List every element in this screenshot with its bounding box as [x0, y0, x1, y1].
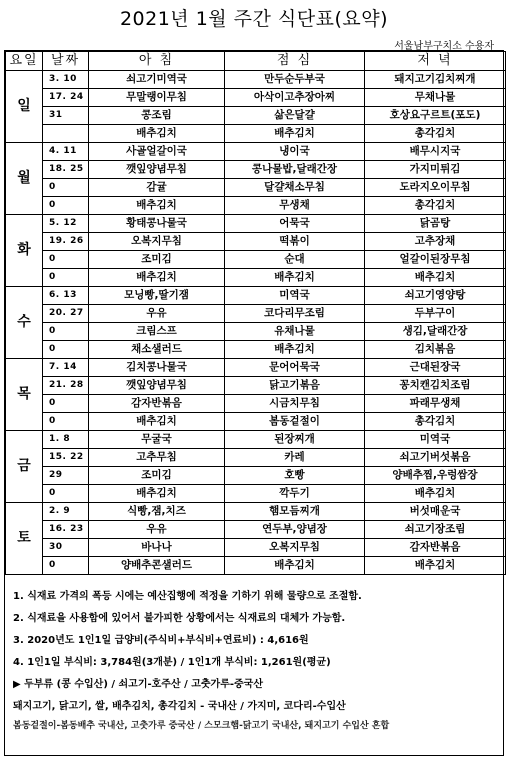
breakfast-cell: 고추무침 — [89, 449, 225, 467]
lunch-cell: 배추김치 — [225, 125, 365, 143]
note-2: 2. 식재료을 사용함에 있어서 불가피한 상황에서는 식재료의 대체가 가능함. — [13, 613, 346, 624]
breakfast-cell: 감귤 — [89, 179, 225, 197]
dinner-cell: 감자반볶음 — [365, 539, 506, 557]
date-cell: 6. 13 — [43, 287, 89, 305]
lunch-cell: 무생채 — [225, 197, 365, 215]
breakfast-cell: 식빵,잼,치즈 — [89, 503, 225, 521]
breakfast-cell: 오복지무침 — [89, 233, 225, 251]
date-cell: 7. 14 — [43, 359, 89, 377]
breakfast-cell: 모닝빵,딸기잼 — [89, 287, 225, 305]
dinner-cell: 가지미튀김 — [365, 161, 506, 179]
header-dinner: 저 녁 — [365, 52, 506, 71]
day-cell: 월 — [6, 143, 43, 215]
dinner-cell: 돼지고기김치찌개 — [365, 71, 506, 89]
table-row — [6, 557, 506, 575]
dinner-cell: 배추김치 — [365, 557, 506, 575]
date-cell: 18. 25 — [43, 161, 89, 179]
lunch-cell: 어묵국 — [225, 215, 365, 233]
dinner-cell: 고추장채 — [365, 233, 506, 251]
breakfast-cell: 무굴국 — [89, 431, 225, 449]
dinner-cell: 생김,달래간장 — [365, 323, 506, 341]
dinner-cell: 두부구이 — [365, 305, 506, 323]
breakfast-cell: 쇠고기미역국 — [89, 71, 225, 89]
date-cell: 15. 22 — [43, 449, 89, 467]
date-cell: 19. 26 — [43, 233, 89, 251]
breakfast-cell: 사골얼갈이국 — [89, 143, 225, 161]
breakfast-cell: 크림스프 — [89, 323, 225, 341]
header-breakfast: 아 침 — [89, 52, 225, 71]
day-cell: 목 — [6, 359, 43, 431]
lunch-cell: 배추김치 — [225, 341, 365, 359]
date-cell: 20. 27 — [43, 305, 89, 323]
dinner-cell: 도라지오이무침 — [365, 179, 506, 197]
date-cell — [43, 125, 89, 143]
table-row — [6, 215, 506, 233]
table-row — [6, 143, 506, 161]
note-1: 1. 식재료 가격의 폭등 시에는 예산집행에 적정을 기하기 위해 물량으로 조절함. — [13, 591, 362, 602]
breakfast-cell: 우유 — [89, 521, 225, 539]
table-row — [6, 197, 506, 215]
table-row — [6, 71, 506, 89]
day-cell: 수 — [6, 287, 43, 359]
lunch-cell: 떡볶이 — [225, 233, 365, 251]
breakfast-cell: 배추김치 — [89, 269, 225, 287]
dinner-cell: 총각김치 — [365, 125, 506, 143]
breakfast-cell: 조미김 — [89, 251, 225, 269]
breakfast-cell: 배추김치 — [89, 413, 225, 431]
menu-table — [5, 51, 506, 575]
table-row — [6, 341, 506, 359]
menu-sheet — [4, 50, 504, 756]
table-row — [6, 305, 506, 323]
lunch-cell: 냉이국 — [225, 143, 365, 161]
dinner-cell: 배추김치 — [365, 269, 506, 287]
date-cell: 0 — [43, 413, 89, 431]
lunch-cell: 봄동겉절이 — [225, 413, 365, 431]
date-cell: 16. 23 — [43, 521, 89, 539]
lunch-cell: 삶은달걀 — [225, 107, 365, 125]
dinner-cell: 근대된장국 — [365, 359, 506, 377]
lunch-cell: 카레 — [225, 449, 365, 467]
lunch-cell: 된장찌개 — [225, 431, 365, 449]
date-cell: 31 — [43, 107, 89, 125]
table-row — [6, 89, 506, 107]
breakfast-cell: 배추김치 — [89, 125, 225, 143]
lunch-cell: 깍두기 — [225, 485, 365, 503]
breakfast-cell: 깻잎양념무침 — [89, 377, 225, 395]
date-cell: 0 — [43, 341, 89, 359]
table-row — [6, 413, 506, 431]
table-row — [6, 251, 506, 269]
date-cell: 29 — [43, 467, 89, 485]
dinner-cell: 꽁치캔김치조림 — [365, 377, 506, 395]
lunch-cell: 코다리무조림 — [225, 305, 365, 323]
date-cell: 0 — [43, 251, 89, 269]
lunch-cell: 달걀채소무침 — [225, 179, 365, 197]
header-date: 날짜 — [43, 52, 89, 71]
lunch-cell: 순대 — [225, 251, 365, 269]
lunch-cell: 아삭이고추장아찌 — [225, 89, 365, 107]
dinner-cell: 총각김치 — [365, 197, 506, 215]
lunch-cell: 유채나물 — [225, 323, 365, 341]
date-cell: 3. 10 — [43, 71, 89, 89]
source-label: 서울남부구치소 수용자 — [394, 41, 494, 52]
note-origin-2: 돼지고기, 닭고기, 쌀, 배추김치, 총각김치 - 국내산 / 가지미, 코다리-수입산 — [13, 701, 346, 712]
lunch-cell: 닭고기볶음 — [225, 377, 365, 395]
note-4: 4. 1인1일 부식비: 3,784원(3개분) / 1인1개 부식비: 1,261원(평균) — [13, 657, 331, 668]
day-cell: 일 — [6, 71, 43, 143]
day-cell: 토 — [6, 503, 43, 575]
table-row — [6, 449, 506, 467]
lunch-cell: 만두순두부국 — [225, 71, 365, 89]
date-cell: 30 — [43, 539, 89, 557]
date-cell: 0 — [43, 179, 89, 197]
note-origin-1: ▶ 두부류 (콩 수입산) / 쇠고기-호주산 / 고춧가루-중국산 — [13, 679, 264, 690]
date-cell: 2. 9 — [43, 503, 89, 521]
breakfast-cell: 양배추콘샐러드 — [89, 557, 225, 575]
dinner-cell: 김치볶음 — [365, 341, 506, 359]
date-cell: 0 — [43, 197, 89, 215]
lunch-cell: 시금치무침 — [225, 395, 365, 413]
dinner-cell: 미역국 — [365, 431, 506, 449]
dinner-cell: 호상요구르트(포도) — [365, 107, 506, 125]
dinner-cell: 얼갈이된장무침 — [365, 251, 506, 269]
table-row — [6, 485, 506, 503]
dinner-cell: 양배추찜,우렁쌈장 — [365, 467, 506, 485]
table-row — [6, 377, 506, 395]
dinner-cell: 파래무생채 — [365, 395, 506, 413]
dinner-cell: 배추김치 — [365, 485, 506, 503]
date-cell: 0 — [43, 485, 89, 503]
date-cell: 0 — [43, 395, 89, 413]
lunch-cell: 오복지무침 — [225, 539, 365, 557]
lunch-cell: 배추김치 — [225, 269, 365, 287]
breakfast-cell: 배추김치 — [89, 197, 225, 215]
dinner-cell: 쇠고기영양탕 — [365, 287, 506, 305]
breakfast-cell: 무말랭이무침 — [89, 89, 225, 107]
lunch-cell: 문어어묵국 — [225, 359, 365, 377]
table-row — [6, 467, 506, 485]
table-row — [6, 503, 506, 521]
date-cell: 17. 24 — [43, 89, 89, 107]
table-row — [6, 179, 506, 197]
breakfast-cell: 배추김치 — [89, 485, 225, 503]
breakfast-cell: 조미김 — [89, 467, 225, 485]
date-cell: 5. 12 — [43, 215, 89, 233]
table-row — [6, 287, 506, 305]
header-day: 요일 — [6, 52, 43, 71]
lunch-cell: 콩나물밥,달래간장 — [225, 161, 365, 179]
breakfast-cell: 우유 — [89, 305, 225, 323]
header-lunch: 점 심 — [225, 52, 365, 71]
date-cell: 0 — [43, 269, 89, 287]
table-row — [6, 161, 506, 179]
table-row — [6, 521, 506, 539]
table-row — [6, 269, 506, 287]
dinner-cell: 총각김치 — [365, 413, 506, 431]
breakfast-cell: 감자반볶음 — [89, 395, 225, 413]
table-row — [6, 125, 506, 143]
breakfast-cell: 콩조림 — [89, 107, 225, 125]
page-title: 2021년 1월 주간 식단표(요약) — [119, 8, 389, 30]
lunch-cell: 연두부,양념장 — [225, 521, 365, 539]
note-origin-3: 봄동겉절이-봄동배추 국내산, 고춧가루 중국산 / 스모크햄-닭고기 국내산, 돼지고기 수입산 혼합 — [13, 721, 390, 731]
dinner-cell: 버섯매운국 — [365, 503, 506, 521]
dinner-cell: 쇠고기장조림 — [365, 521, 506, 539]
table-row — [6, 539, 506, 557]
table-row — [6, 395, 506, 413]
date-cell: 21. 28 — [43, 377, 89, 395]
date-cell: 0 — [43, 323, 89, 341]
breakfast-cell: 황태콩나물국 — [89, 215, 225, 233]
header-row — [6, 52, 506, 71]
lunch-cell: 호빵 — [225, 467, 365, 485]
table-row — [6, 233, 506, 251]
table-row — [6, 431, 506, 449]
breakfast-cell: 깻잎양념무침 — [89, 161, 225, 179]
date-cell: 1. 8 — [43, 431, 89, 449]
day-cell: 금 — [6, 431, 43, 503]
dinner-cell: 쇠고기버섯볶음 — [365, 449, 506, 467]
lunch-cell: 배추김치 — [225, 557, 365, 575]
note-3: 3. 2020년도 1인1일 급양비(주식비+부식비+연료비) : 4,616원 — [13, 635, 309, 646]
dinner-cell: 무채나물 — [365, 89, 506, 107]
lunch-cell: 햄모듬찌개 — [225, 503, 365, 521]
lunch-cell: 미역국 — [225, 287, 365, 305]
table-row — [6, 323, 506, 341]
table-row — [6, 107, 506, 125]
date-cell: 4. 11 — [43, 143, 89, 161]
day-cell: 화 — [6, 215, 43, 287]
breakfast-cell: 김치콩나물국 — [89, 359, 225, 377]
breakfast-cell: 바나나 — [89, 539, 225, 557]
table-row — [6, 359, 506, 377]
dinner-cell: 닭곰탕 — [365, 215, 506, 233]
date-cell: 0 — [43, 557, 89, 575]
dinner-cell: 배무시지국 — [365, 143, 506, 161]
breakfast-cell: 채소샐러드 — [89, 341, 225, 359]
